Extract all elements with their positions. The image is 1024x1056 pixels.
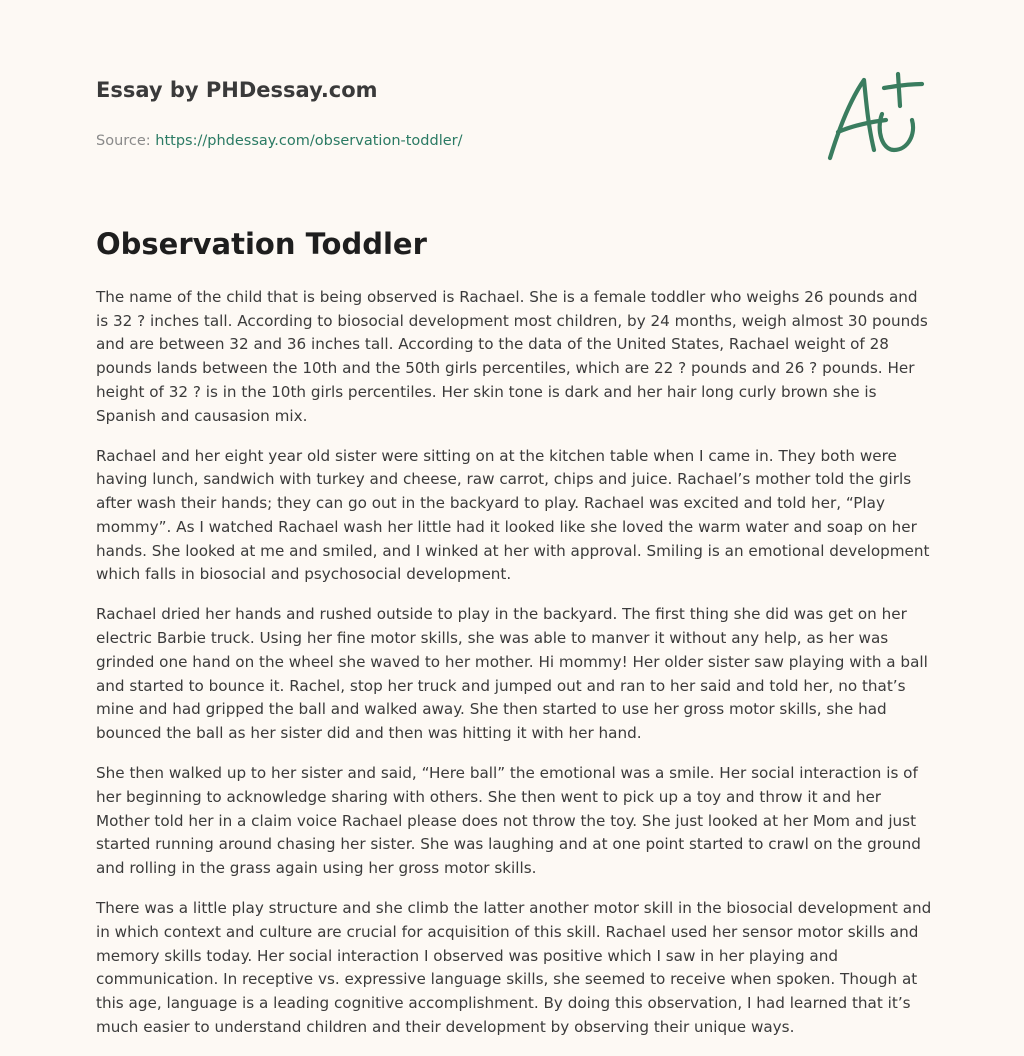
a-plus-grade-icon bbox=[824, 70, 928, 164]
paragraph: The name of the child that is being observed is Rachael. She is a female toddler who weighs 26 pounds and is 32 ? inches tall. According to biosocial development most children, by 24 months, weigh almost 30 pounds and are between 32 and 36 inches tall. According to the data of the United States, Rachael weight of 28 pounds lands between the 10th and the 50th girls percentiles, which are 22 ? pounds and 26 ? pounds. Her height of 32 ? is in the 10th girls percentiles. Her skin tone is dark and her hair long curly brown she is Spanish and causasion mix. bbox=[96, 288, 928, 425]
paragraph: There was a little play structure and she climb the latter another motor skill in the biosocial development and in which context and culture are crucial for acquisition of this skill. Rachael used her sensor motor skills and memory skills today. Her social interaction I observed was positive which I saw in her playing and communication. In receptive vs. expressive language skills, she seemed to receive when spoken. Though at this age, language is a leading cognitive accomplishment. By doing this observation, I had learned that it’s much easier to understand children and their development by observing their unique ways. bbox=[96, 899, 932, 1036]
page-header bbox=[96, 76, 796, 151]
source-label: Source: bbox=[96, 133, 151, 149]
article-body bbox=[96, 286, 932, 1056]
paragraph: Rachael dried her hands and rushed outside to play in the backyard. The first thing she did was get on her electric Barbie truck. Using her fine motor skills, she was able to manver it without any help, as her was grinded one hand on the wheel she waved to her mother. Hi mommy! Her older sister saw playing with a ball and started to bounce it. Rachel, stop her truck and jumped out and ran to her said and told her, no that’s mine and had gripped the ball and walked away. She then started to use her gross motor skills, she had bounced the ball as her sister did and then was hitting it with her hand. bbox=[96, 605, 928, 742]
source-link[interactable]: https://phdessay.com/observation-toddler/ bbox=[155, 133, 463, 149]
paragraph: She then walked up to her sister and said, “Here ball” the emotional was a smile. Her social interaction is of her beginning to acknowledge sharing with others. She then went to pick up a toy and throw it and her Mother told her in a claim voice Rachael please does not throw the toy. She just looked at her Mom and just started running around chasing her sister. She was laughing and at one point started to crawl on the ground and rolling in the grass again using her gross motor skills. bbox=[96, 764, 921, 877]
article-title: Observation Toddler bbox=[96, 227, 427, 261]
source-line bbox=[96, 131, 796, 151]
site-title: Essay by PHDessay.com bbox=[96, 78, 378, 102]
paragraph: Rachael and her eight year old sister were sitting on at the kitchen table when I came in. They both were having lunch, sandwich with turkey and cheese, raw carrot, chips and juice. Rachael’s mother told the girls after wash their hands; they can go out in the backyard to play. Rachael was excited and told her, “Play mommy”. As I watched Rachael wash her little had it looked like she loved the warm water and soap on her hands. She looked at me and smiled, and I winked at her with approval. Smiling is an emotional development which falls in biosocial and psychosocial development. bbox=[96, 446, 930, 584]
